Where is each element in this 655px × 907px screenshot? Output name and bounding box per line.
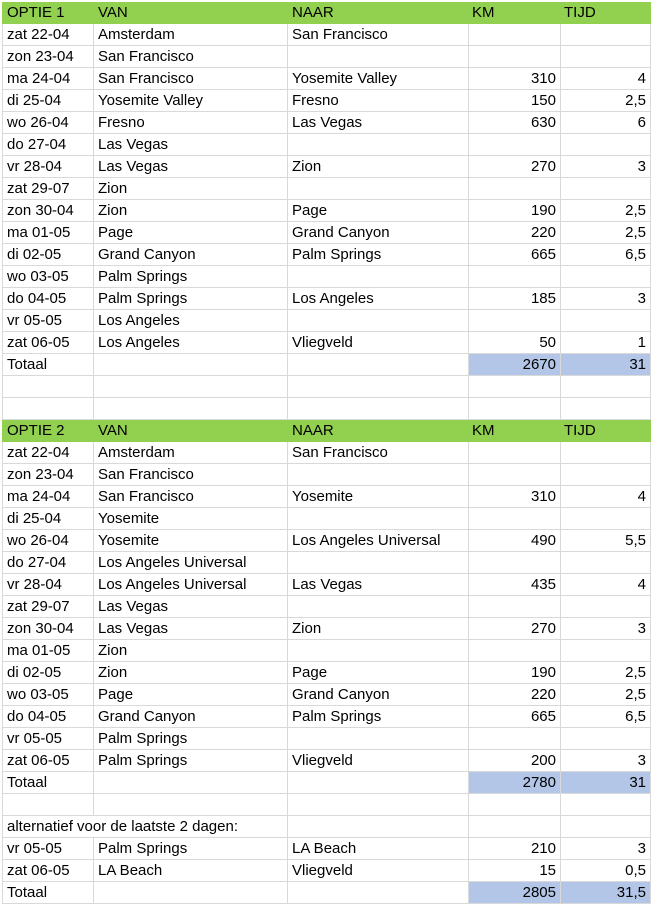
- from-cell[interactable]: Yosemite Valley: [94, 90, 288, 112]
- from-cell[interactable]: Grand Canyon: [94, 244, 288, 266]
- from-cell[interactable]: Page: [94, 222, 288, 244]
- km-cell[interactable]: 310: [469, 68, 561, 90]
- time-cell[interactable]: 2,5: [561, 662, 651, 684]
- to-cell[interactable]: Los Angeles: [288, 288, 469, 310]
- to-cell[interactable]: Zion: [288, 156, 469, 178]
- km-cell[interactable]: [469, 464, 561, 486]
- from-cell[interactable]: [94, 794, 288, 816]
- table-row: [0, 750, 651, 772]
- to-cell[interactable]: Grand Canyon: [288, 684, 469, 706]
- header-row-option-1: [0, 2, 651, 24]
- table-row: [0, 112, 651, 134]
- km-cell[interactable]: 270: [469, 618, 561, 640]
- date-cell[interactable]: ma 01-05: [2, 222, 94, 244]
- time-cell[interactable]: [561, 398, 651, 420]
- date-cell[interactable]: zat 29-07: [2, 596, 94, 618]
- from-cell[interactable]: Los Angeles: [94, 332, 288, 354]
- date-cell[interactable]: wo 03-05: [2, 266, 94, 288]
- time-cell[interactable]: 3: [561, 750, 651, 772]
- table-row: [0, 200, 651, 222]
- km-cell[interactable]: 2670: [469, 354, 561, 376]
- from-cell[interactable]: Palm Springs: [94, 750, 288, 772]
- date-cell[interactable]: do 04-05: [2, 288, 94, 310]
- date-cell[interactable]: di 25-04: [2, 90, 94, 112]
- to-cell[interactable]: Palm Springs: [288, 244, 469, 266]
- table-row: [0, 90, 651, 112]
- km-cell[interactable]: 210: [469, 838, 561, 860]
- km-cell[interactable]: 190: [469, 662, 561, 684]
- time-cell[interactable]: 6,5: [561, 244, 651, 266]
- date-cell[interactable]: Totaal: [2, 354, 94, 376]
- date-cell[interactable]: zat 06-05: [2, 332, 94, 354]
- km-cell[interactable]: [469, 46, 561, 68]
- km-cell[interactable]: [469, 816, 561, 838]
- to-cell[interactable]: Palm Springs: [288, 706, 469, 728]
- to-cell[interactable]: [288, 794, 469, 816]
- km-cell[interactable]: [469, 508, 561, 530]
- to-cell[interactable]: Vliegveld: [288, 750, 469, 772]
- table-row: [0, 178, 651, 200]
- alternative-note-row: [0, 816, 651, 838]
- date-cell[interactable]: wo 03-05: [2, 684, 94, 706]
- time-cell[interactable]: 5,5: [561, 530, 651, 552]
- table-row: [0, 684, 651, 706]
- table-row: [0, 486, 651, 508]
- to-cell[interactable]: Fresno: [288, 90, 469, 112]
- date-cell[interactable]: wo 26-04: [2, 112, 94, 134]
- km-cell[interactable]: 150: [469, 90, 561, 112]
- to-cell[interactable]: [288, 882, 469, 904]
- to-cell[interactable]: [288, 640, 469, 662]
- from-cell[interactable]: Zion: [94, 662, 288, 684]
- km-cell[interactable]: KM: [469, 420, 561, 442]
- from-cell[interactable]: Zion: [94, 640, 288, 662]
- time-cell[interactable]: 31,5: [561, 882, 651, 904]
- km-cell[interactable]: [469, 134, 561, 156]
- date-cell[interactable]: zat 22-04: [2, 24, 94, 46]
- km-cell[interactable]: 220: [469, 684, 561, 706]
- km-cell[interactable]: 15: [469, 860, 561, 882]
- to-cell[interactable]: [288, 398, 469, 420]
- km-cell[interactable]: [469, 442, 561, 464]
- time-cell[interactable]: [561, 178, 651, 200]
- table-row: [0, 640, 651, 662]
- time-cell[interactable]: [561, 266, 651, 288]
- from-cell[interactable]: LA Beach: [94, 860, 288, 882]
- km-cell[interactable]: 50: [469, 332, 561, 354]
- from-cell[interactable]: San Francisco: [94, 46, 288, 68]
- empty-row: [0, 794, 651, 816]
- from-cell[interactable]: San Francisco: [94, 486, 288, 508]
- time-cell[interactable]: [561, 816, 651, 838]
- date-cell[interactable]: di 25-04: [2, 508, 94, 530]
- to-cell[interactable]: [288, 310, 469, 332]
- date-cell[interactable]: zon 23-04: [2, 464, 94, 486]
- to-cell[interactable]: Page: [288, 662, 469, 684]
- from-cell[interactable]: Yosemite: [94, 530, 288, 552]
- km-cell[interactable]: [469, 24, 561, 46]
- time-cell[interactable]: 4: [561, 68, 651, 90]
- table-row: [0, 24, 651, 46]
- to-cell[interactable]: Yosemite: [288, 486, 469, 508]
- date-cell[interactable]: OPTIE 2: [2, 420, 94, 442]
- empty-row: [0, 398, 651, 420]
- to-cell[interactable]: Vliegveld: [288, 332, 469, 354]
- date-cell[interactable]: OPTIE 1: [2, 2, 94, 24]
- table-row: [0, 530, 651, 552]
- km-cell[interactable]: 220: [469, 222, 561, 244]
- km-cell[interactable]: KM: [469, 2, 561, 24]
- to-cell[interactable]: [288, 772, 469, 794]
- from-cell[interactable]: VAN: [94, 2, 288, 24]
- table-row: [0, 310, 651, 332]
- from-cell[interactable]: Page: [94, 684, 288, 706]
- from-cell[interactable]: Las Vegas: [94, 156, 288, 178]
- date-cell[interactable]: zat 29-07: [2, 178, 94, 200]
- time-cell[interactable]: [561, 376, 651, 398]
- km-cell[interactable]: [469, 794, 561, 816]
- to-cell[interactable]: NAAR: [288, 420, 469, 442]
- km-cell[interactable]: [469, 178, 561, 200]
- to-cell[interactable]: Vliegveld: [288, 860, 469, 882]
- date-cell[interactable]: di 02-05: [2, 244, 94, 266]
- from-cell[interactable]: [94, 772, 288, 794]
- km-cell[interactable]: [469, 728, 561, 750]
- time-cell[interactable]: [561, 464, 651, 486]
- from-cell[interactable]: Zion: [94, 178, 288, 200]
- date-cell[interactable]: do 04-05: [2, 706, 94, 728]
- to-cell[interactable]: Yosemite Valley: [288, 68, 469, 90]
- table-row: [0, 156, 651, 178]
- to-cell[interactable]: [288, 552, 469, 574]
- date-cell[interactable]: [2, 794, 94, 816]
- km-cell[interactable]: [469, 266, 561, 288]
- from-cell[interactable]: Palm Springs: [94, 728, 288, 750]
- to-cell[interactable]: San Francisco: [288, 24, 469, 46]
- table-row: [0, 662, 651, 684]
- date-cell[interactable]: zat 06-05: [2, 750, 94, 772]
- table-row: [0, 552, 651, 574]
- to-cell[interactable]: Page: [288, 200, 469, 222]
- time-cell[interactable]: 3: [561, 838, 651, 860]
- from-cell[interactable]: Amsterdam: [94, 442, 288, 464]
- to-cell[interactable]: Las Vegas: [288, 574, 469, 596]
- date-cell[interactable]: ma 24-04: [2, 68, 94, 90]
- table-row: [0, 728, 651, 750]
- date-cell[interactable]: [2, 376, 94, 398]
- to-cell[interactable]: San Francisco: [288, 442, 469, 464]
- km-cell[interactable]: [469, 596, 561, 618]
- from-cell[interactable]: Las Vegas: [94, 618, 288, 640]
- to-cell[interactable]: Zion: [288, 618, 469, 640]
- time-cell[interactable]: 3: [561, 618, 651, 640]
- km-cell[interactable]: [469, 376, 561, 398]
- to-cell[interactable]: [288, 464, 469, 486]
- to-cell[interactable]: [288, 266, 469, 288]
- from-cell[interactable]: Grand Canyon: [94, 706, 288, 728]
- date-cell[interactable]: wo 26-04: [2, 530, 94, 552]
- to-cell[interactable]: [288, 134, 469, 156]
- from-cell[interactable]: Las Vegas: [94, 134, 288, 156]
- time-cell[interactable]: [561, 442, 651, 464]
- time-cell[interactable]: [561, 46, 651, 68]
- from-cell[interactable]: Palm Springs: [94, 266, 288, 288]
- table-row: [0, 288, 651, 310]
- time-cell[interactable]: 3: [561, 288, 651, 310]
- time-cell[interactable]: 2,5: [561, 222, 651, 244]
- date-cell[interactable]: do 27-04: [2, 552, 94, 574]
- time-cell[interactable]: 6,5: [561, 706, 651, 728]
- from-cell[interactable]: Yosemite: [94, 508, 288, 530]
- total-row: [0, 772, 651, 794]
- km-cell[interactable]: 630: [469, 112, 561, 134]
- from-cell[interactable]: [94, 354, 288, 376]
- time-cell[interactable]: [561, 640, 651, 662]
- from-cell[interactable]: San Francisco: [94, 68, 288, 90]
- table-row: [0, 442, 651, 464]
- table-row: [0, 618, 651, 640]
- from-cell[interactable]: [94, 398, 288, 420]
- to-cell[interactable]: Las Vegas: [288, 112, 469, 134]
- km-cell[interactable]: [469, 398, 561, 420]
- time-cell[interactable]: 1: [561, 332, 651, 354]
- date-cell[interactable]: alternatief voor de laatste 2 dagen:: [2, 816, 288, 838]
- from-cell[interactable]: Palm Springs: [94, 288, 288, 310]
- from-cell[interactable]: San Francisco: [94, 464, 288, 486]
- to-cell[interactable]: [288, 354, 469, 376]
- to-cell[interactable]: [288, 596, 469, 618]
- table-row: [0, 574, 651, 596]
- table-row: [0, 332, 651, 354]
- time-cell[interactable]: [561, 310, 651, 332]
- time-cell[interactable]: [561, 508, 651, 530]
- km-cell[interactable]: 310: [469, 486, 561, 508]
- table-row: [0, 860, 651, 882]
- from-cell[interactable]: Los Angeles Universal: [94, 552, 288, 574]
- table-row: [0, 134, 651, 156]
- to-cell[interactable]: [288, 816, 469, 838]
- km-cell[interactable]: [469, 552, 561, 574]
- time-cell[interactable]: [561, 728, 651, 750]
- table-row: [0, 222, 651, 244]
- date-cell[interactable]: Totaal: [2, 772, 94, 794]
- km-cell[interactable]: 190: [469, 200, 561, 222]
- date-cell[interactable]: zon 30-04: [2, 200, 94, 222]
- date-cell[interactable]: vr 28-04: [2, 156, 94, 178]
- date-cell[interactable]: zon 23-04: [2, 46, 94, 68]
- time-cell[interactable]: 31: [561, 354, 651, 376]
- time-cell[interactable]: 3: [561, 156, 651, 178]
- total-row: [0, 882, 651, 904]
- date-cell[interactable]: [2, 398, 94, 420]
- km-cell[interactable]: 2780: [469, 772, 561, 794]
- km-cell[interactable]: [469, 310, 561, 332]
- date-cell[interactable]: zat 22-04: [2, 442, 94, 464]
- time-cell[interactable]: 31: [561, 772, 651, 794]
- km-cell[interactable]: [469, 640, 561, 662]
- date-cell[interactable]: vr 05-05: [2, 310, 94, 332]
- from-cell[interactable]: Los Angeles Universal: [94, 574, 288, 596]
- date-cell[interactable]: Totaal: [2, 882, 94, 904]
- date-cell[interactable]: vr 05-05: [2, 728, 94, 750]
- to-cell[interactable]: [288, 376, 469, 398]
- date-cell[interactable]: ma 24-04: [2, 486, 94, 508]
- table-row: [0, 68, 651, 90]
- date-cell[interactable]: vr 28-04: [2, 574, 94, 596]
- km-cell[interactable]: 2805: [469, 882, 561, 904]
- to-cell[interactable]: LA Beach: [288, 838, 469, 860]
- from-cell[interactable]: Palm Springs: [94, 838, 288, 860]
- table-row: [0, 838, 651, 860]
- date-cell[interactable]: di 02-05: [2, 662, 94, 684]
- time-cell[interactable]: 6: [561, 112, 651, 134]
- to-cell[interactable]: Los Angeles Universal: [288, 530, 469, 552]
- from-cell[interactable]: Amsterdam: [94, 24, 288, 46]
- from-cell[interactable]: [94, 882, 288, 904]
- table-row: [0, 244, 651, 266]
- time-cell[interactable]: 0,5: [561, 860, 651, 882]
- table-row: [0, 706, 651, 728]
- to-cell[interactable]: [288, 728, 469, 750]
- time-cell[interactable]: 2,5: [561, 200, 651, 222]
- empty-row: [0, 376, 651, 398]
- table-row: [0, 596, 651, 618]
- table-row: [0, 508, 651, 530]
- time-cell[interactable]: [561, 552, 651, 574]
- to-cell[interactable]: [288, 178, 469, 200]
- date-cell[interactable]: vr 05-05: [2, 838, 94, 860]
- total-row: [0, 354, 651, 376]
- time-cell[interactable]: [561, 596, 651, 618]
- date-cell[interactable]: zon 30-04: [2, 618, 94, 640]
- from-cell[interactable]: Las Vegas: [94, 596, 288, 618]
- time-cell[interactable]: TIJD: [561, 2, 651, 24]
- to-cell[interactable]: [288, 508, 469, 530]
- to-cell[interactable]: NAAR: [288, 2, 469, 24]
- from-cell[interactable]: Fresno: [94, 112, 288, 134]
- time-cell[interactable]: [561, 24, 651, 46]
- km-cell[interactable]: 490: [469, 530, 561, 552]
- date-cell[interactable]: zat 06-05: [2, 860, 94, 882]
- to-cell[interactable]: Grand Canyon: [288, 222, 469, 244]
- date-cell[interactable]: do 27-04: [2, 134, 94, 156]
- table-row: [0, 266, 651, 288]
- to-cell[interactable]: [288, 46, 469, 68]
- table-row: [0, 46, 651, 68]
- time-cell[interactable]: TIJD: [561, 420, 651, 442]
- from-cell[interactable]: Los Angeles: [94, 310, 288, 332]
- date-cell[interactable]: ma 01-05: [2, 640, 94, 662]
- header-row-option-2: [0, 420, 651, 442]
- time-cell[interactable]: 4: [561, 486, 651, 508]
- time-cell[interactable]: 4: [561, 574, 651, 596]
- km-cell[interactable]: 270: [469, 156, 561, 178]
- time-cell[interactable]: 2,5: [561, 90, 651, 112]
- km-cell[interactable]: 185: [469, 288, 561, 310]
- time-cell[interactable]: [561, 794, 651, 816]
- from-cell[interactable]: Zion: [94, 200, 288, 222]
- time-cell[interactable]: [561, 134, 651, 156]
- km-cell[interactable]: 200: [469, 750, 561, 772]
- km-cell[interactable]: 665: [469, 244, 561, 266]
- km-cell[interactable]: 435: [469, 574, 561, 596]
- from-cell[interactable]: [94, 376, 288, 398]
- table-row: [0, 464, 651, 486]
- km-cell[interactable]: 665: [469, 706, 561, 728]
- from-cell[interactable]: VAN: [94, 420, 288, 442]
- time-cell[interactable]: 2,5: [561, 684, 651, 706]
